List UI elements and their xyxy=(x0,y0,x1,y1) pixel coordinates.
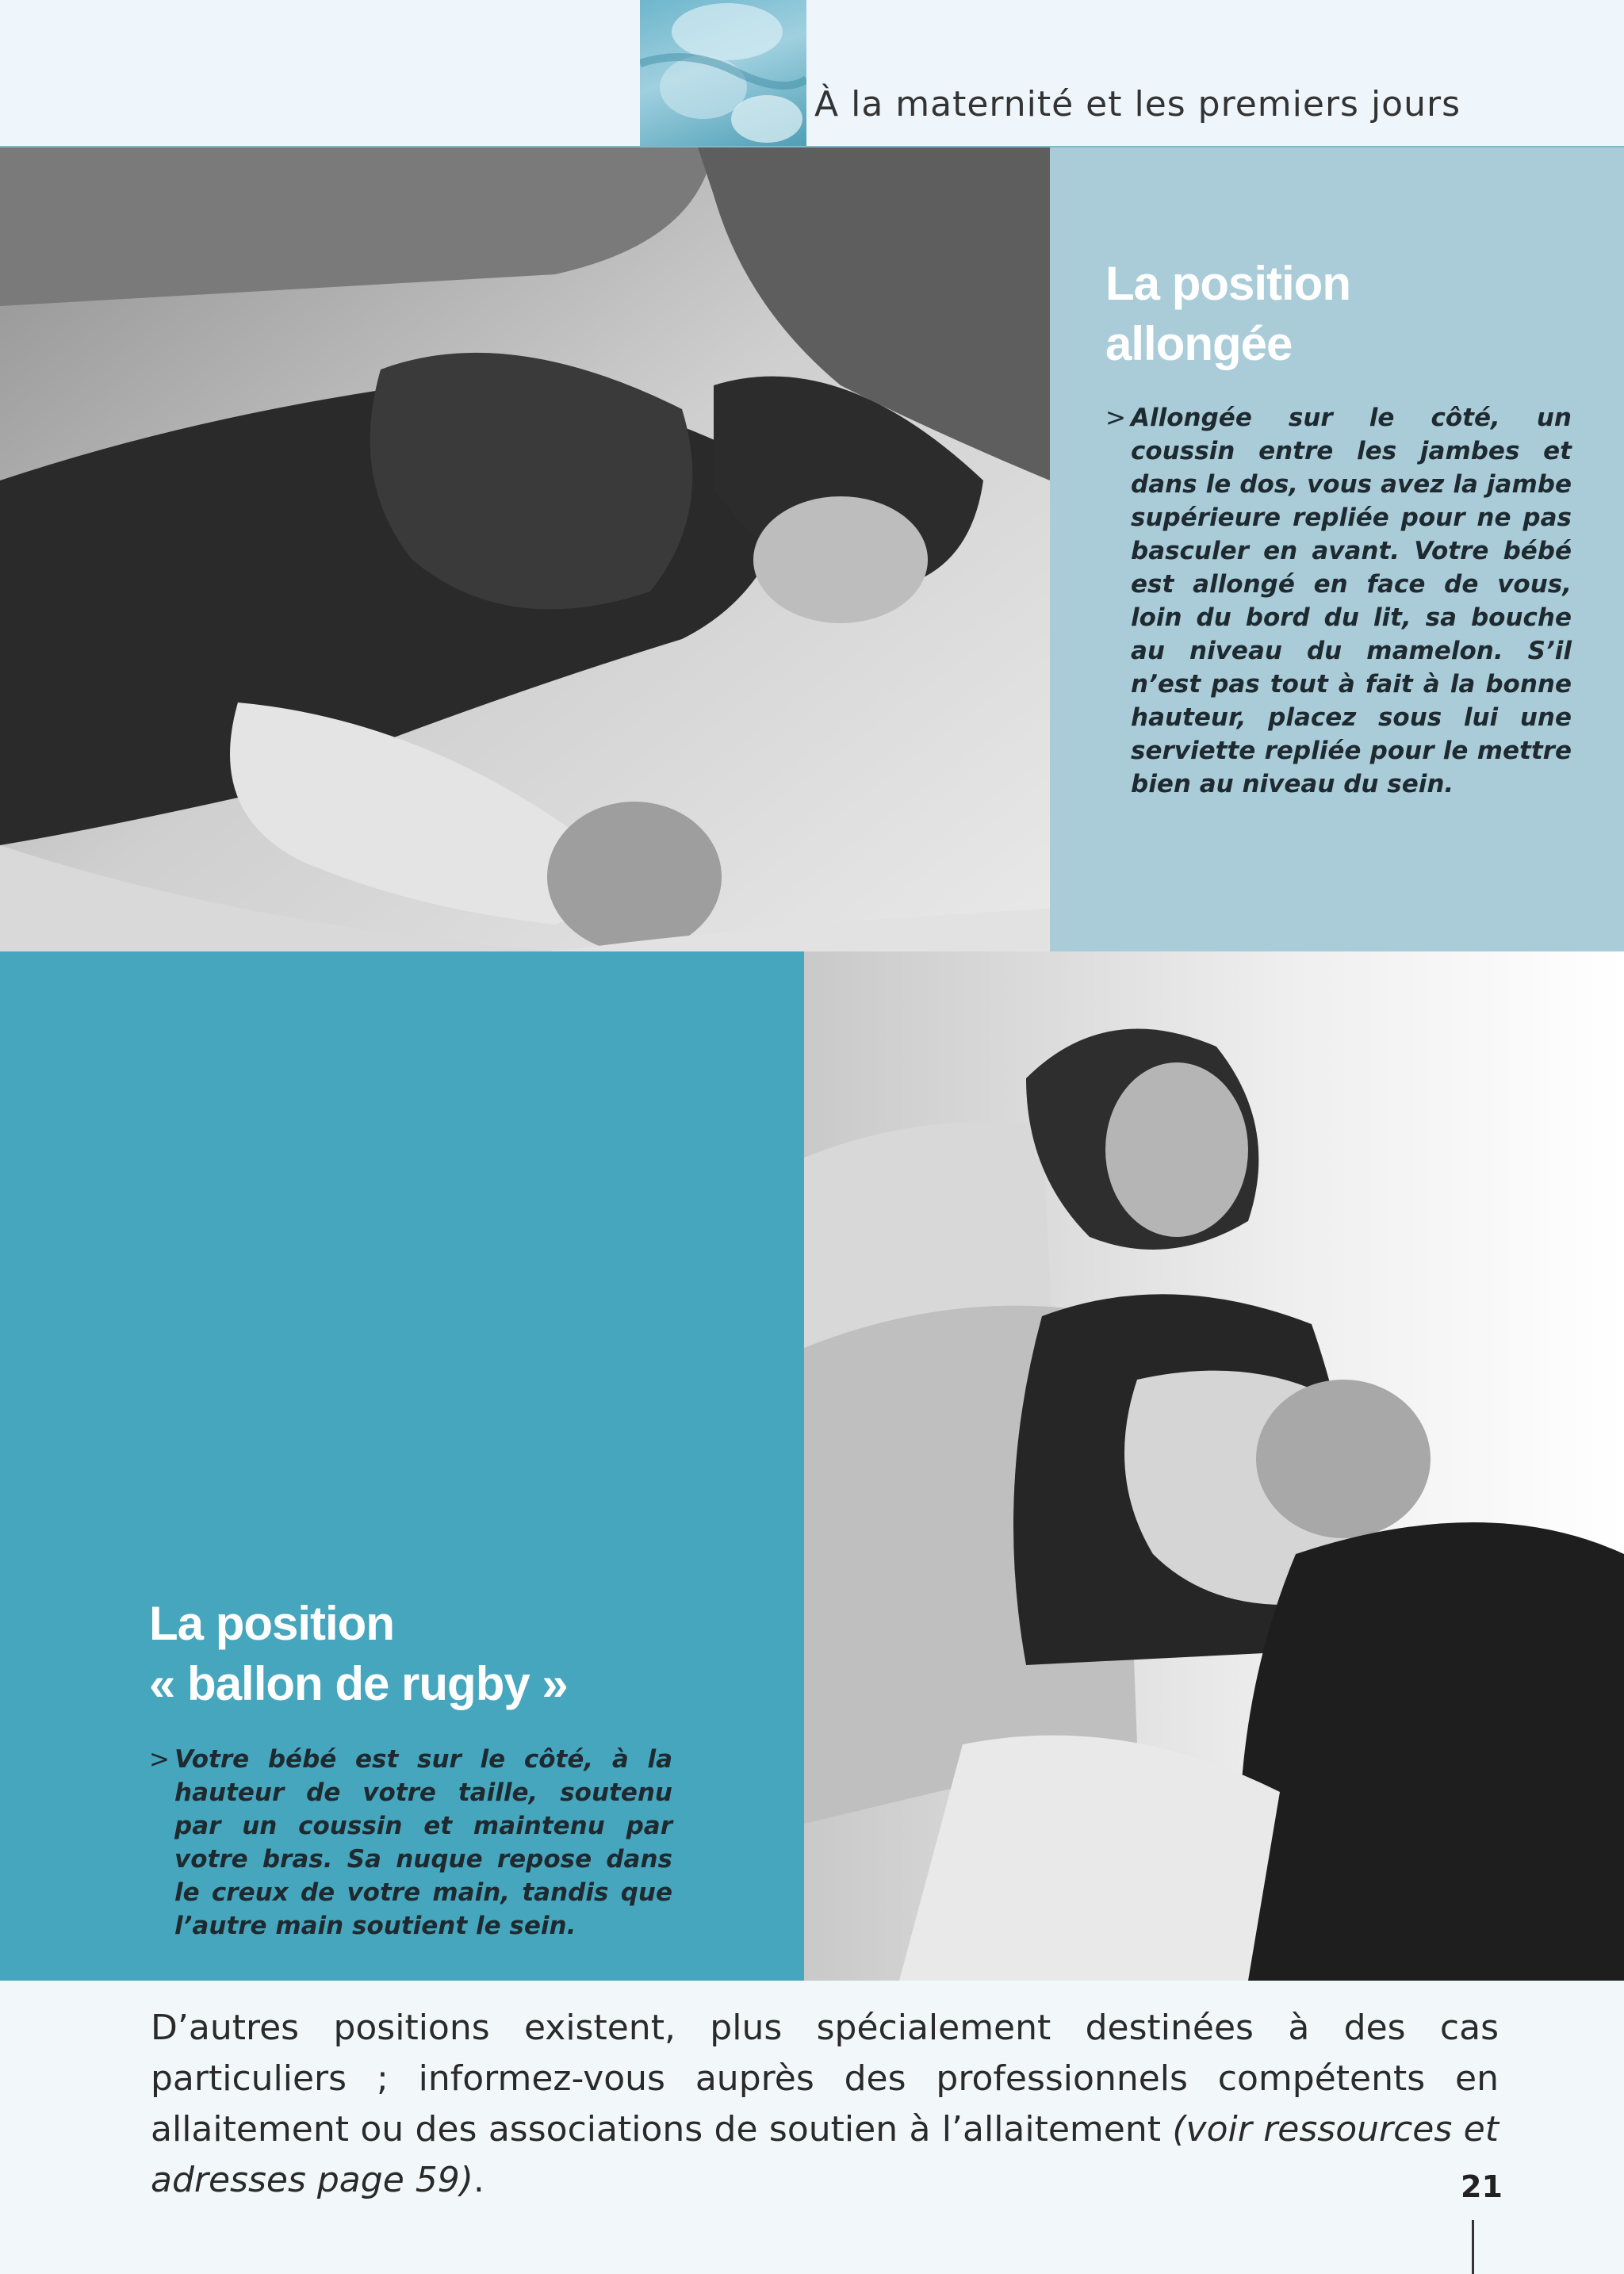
header-thumbnail-image xyxy=(640,0,806,146)
lying-heading-line2: allongée xyxy=(1105,317,1293,370)
rugby-position-text: Votre bébé est sur le côté, à la hauteur de votre taille, soutenu par un coussin et maintenu par votre bras. Sa nuque repose dans le creux de votre main, tandis que l’autre main soutient le sein. xyxy=(174,1745,672,1940)
rugby-position-panel xyxy=(0,951,804,1981)
section-title: À la maternité et les premiers jours xyxy=(814,84,1461,124)
photo-rugby-illustration xyxy=(804,951,1624,1981)
page-number-rule xyxy=(1472,2220,1474,2274)
footer-end-punctuation: . xyxy=(473,2160,485,2200)
footer-paragraph xyxy=(151,2003,1499,2206)
rugby-position-heading xyxy=(149,1594,752,1714)
lying-position-description xyxy=(1105,401,1572,801)
page-number: 21 xyxy=(1461,2169,1503,2204)
bullet-marker: > xyxy=(1105,404,1126,432)
footer-text: D’autres positions existent, plus spécialement destinées à des cas particuliers ; informez-vous auprès des professionnels compétents en allaitement ou des associations de soutien à l’allaitement xyxy=(151,2008,1499,2150)
lying-position-panel xyxy=(1050,147,1624,951)
header-thumbnail-illustration xyxy=(640,0,806,146)
lying-heading-line1: La position xyxy=(1105,257,1350,310)
lying-position-heading xyxy=(1105,254,1581,374)
rugby-heading-line2: « ballon de rugby » xyxy=(149,1657,568,1710)
photo-lying-position xyxy=(0,147,1050,951)
lying-position-text: Allongée sur le côté, un coussin entre les jambes et dans le dos, vous avez la jambe supérieure repliée pour ne pas basculer en avant. Votre bébé est allongé en face de vous, loin du bord du lit, sa bouche au niveau du mamelon. S’il n’est pas tout à fait à la bonne hauteur, placez sous lui une serviette repliée pour le mettre bien au niveau du sein. xyxy=(1131,404,1572,798)
bullet-marker: > xyxy=(149,1745,170,1774)
header-band xyxy=(0,0,1624,147)
photo-lying-illustration xyxy=(0,147,1050,951)
footer-reference: (voir ressources et adresses page 59) xyxy=(151,2109,1499,2200)
rugby-position-description xyxy=(149,1743,672,1943)
photo-rugby-position xyxy=(804,951,1624,1981)
rugby-heading-line1: La position xyxy=(149,1597,394,1650)
